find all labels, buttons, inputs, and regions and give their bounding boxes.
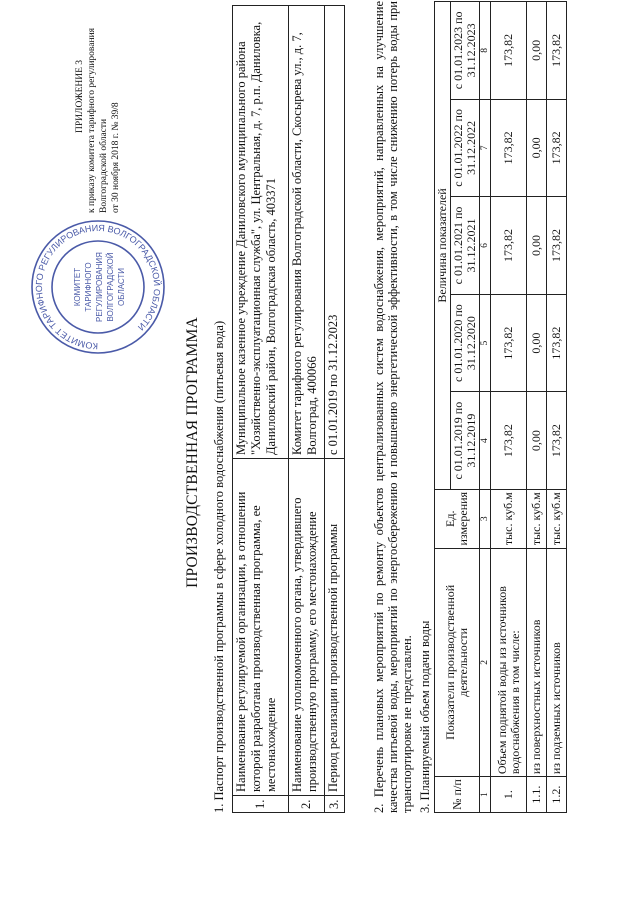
header-indicator: Показатели производственной деятельности bbox=[435, 548, 480, 777]
header-period: с 01.01.2022 по 31.12.2022 bbox=[451, 99, 480, 197]
seal-line: ОБЛАСТИ bbox=[117, 267, 126, 307]
header-unit: Ед. измерения bbox=[435, 489, 480, 548]
col-number: 8 bbox=[480, 2, 491, 100]
official-seal-stamp bbox=[28, 217, 168, 357]
row-value: с 01.01.2019 по 31.12.2023 bbox=[325, 6, 345, 459]
row-value: 0,00 bbox=[527, 2, 547, 100]
row-value: 0,00 bbox=[527, 294, 547, 392]
col-number: 1 bbox=[480, 777, 491, 813]
header-period: с 01.01.2021 по 31.12.2021 bbox=[451, 197, 480, 295]
seal-line: ТАРИФНОГО bbox=[84, 262, 93, 312]
row-value: 173,82 bbox=[491, 197, 527, 295]
seal-line: РЕГУЛИРОВАНИЯ bbox=[95, 252, 104, 322]
row-number: 1. bbox=[233, 796, 289, 813]
row-indicator: Объем поднятой воды из источников водоснабжения в том числе: bbox=[491, 548, 527, 777]
row-value: 173,82 bbox=[491, 99, 527, 197]
col-number: 4 bbox=[480, 392, 491, 490]
row-value: 0,00 bbox=[527, 99, 547, 197]
row-unit: тыс. куб.м bbox=[527, 489, 547, 548]
col-number: 6 bbox=[480, 197, 491, 295]
row-value: Комитет тарифного регулирования Волгоградской области, Скосырева ул., д. 7, Волгоград, 400066 bbox=[289, 6, 325, 459]
row-value: 173,82 bbox=[547, 2, 567, 100]
col-number: 7 bbox=[480, 99, 491, 197]
row-value: 0,00 bbox=[527, 392, 547, 490]
row-value: 173,82 bbox=[491, 392, 527, 490]
section2-text: 2. Перечень плановых мероприятий по ремонту объектов централизованных систем водоснабжения, мероприятий, направленных на улучшение качества питьевой воды, мероприятий по энергосбережению и повышению энергетической эффективности, в том числе снижению потерь воды при транспортировке не представлен. bbox=[372, 1, 414, 813]
row-number: 2. bbox=[289, 796, 325, 813]
header-period: с 01.01.2020 по 31.12.2020 bbox=[451, 294, 480, 392]
table-row bbox=[325, 6, 345, 813]
row-number: 1.2. bbox=[547, 777, 567, 813]
section3-heading: 3. Планируемый объем подачи воды bbox=[418, 620, 432, 813]
appendix-line2: к приказу комитета тарифного регулирования bbox=[87, 27, 97, 213]
seal-line: КОМИТЕТ bbox=[73, 267, 82, 307]
row-unit: тыс. куб.м bbox=[547, 489, 567, 548]
appendix-line3: Волгоградской области bbox=[99, 118, 109, 213]
row-number: 3. bbox=[325, 796, 345, 813]
seal-line: ВОЛГОГРАДСКОЙ bbox=[106, 252, 115, 322]
column-numbers-row bbox=[480, 2, 491, 813]
header-period: с 01.01.2019 по 31.12.2019 bbox=[451, 392, 480, 490]
table-row bbox=[233, 6, 289, 813]
header-num: № п/п bbox=[435, 777, 480, 813]
appendix-line1: ПРИЛОЖЕНИЕ 3 bbox=[75, 59, 85, 133]
row-indicator: из поверхностных источников bbox=[527, 548, 547, 777]
table-row bbox=[289, 6, 325, 813]
page-title: ПРОИЗВОДСТВЕННАЯ ПРОГРАММА bbox=[184, 317, 201, 588]
row-value: Муниципальное казенное учреждение Даниловского муниципального района "Хозяйственно-эксплуатационная служба", ул. Центральная, д. 7, р.п. Даниловка, Даниловский район, Волгоградская область, 403371 bbox=[233, 6, 289, 459]
table-row bbox=[527, 2, 547, 813]
row-value: 173,82 bbox=[547, 294, 567, 392]
row-unit: тыс. куб.м bbox=[491, 489, 527, 548]
section1-heading: 1. Паспорт производственной программы в сфере холодного водоснабжения (питьевая вода) bbox=[212, 320, 226, 813]
header-values-group: Величина показателей bbox=[435, 2, 451, 490]
appendix-block bbox=[74, 13, 122, 213]
passport-table bbox=[232, 5, 345, 813]
col-number: 3 bbox=[480, 489, 491, 548]
table-row bbox=[547, 2, 567, 813]
col-number: 5 bbox=[480, 294, 491, 392]
row-indicator: из подземных источников bbox=[547, 548, 567, 777]
row-value: 173,82 bbox=[491, 294, 527, 392]
col-number: 2 bbox=[480, 548, 491, 777]
row-value: 173,82 bbox=[491, 2, 527, 100]
water-volume-table bbox=[434, 1, 567, 813]
row-value: 0,00 bbox=[527, 197, 547, 295]
row-number: 1.1. bbox=[527, 777, 547, 813]
seal-ring-text: КОМИТЕТ ТАРИФНОГО РЕГУЛИРОВАНИЯ ВОЛГОГРАДСКОЙ ОБЛАСТИ bbox=[33, 222, 163, 352]
appendix-line4: от 30 ноября 2018 г. № 39/8 bbox=[111, 102, 121, 213]
row-value: 173,82 bbox=[547, 99, 567, 197]
row-value: 173,82 bbox=[547, 197, 567, 295]
row-number: 1. bbox=[491, 777, 527, 813]
row-label: Наименование уполномоченного органа, утвердившего производственную программу, его местонахождение bbox=[289, 459, 325, 796]
table-row bbox=[491, 2, 527, 813]
row-label: Период реализации производственной программы bbox=[325, 459, 345, 796]
row-label: Наименование регулируемой организации, в отношении которой разработана производственная программа, ее местонахождение bbox=[233, 459, 289, 796]
header-period: с 01.01.2023 по 31.12.2023 bbox=[451, 2, 480, 100]
row-value: 173,82 bbox=[547, 392, 567, 490]
table-header-row bbox=[435, 2, 451, 813]
